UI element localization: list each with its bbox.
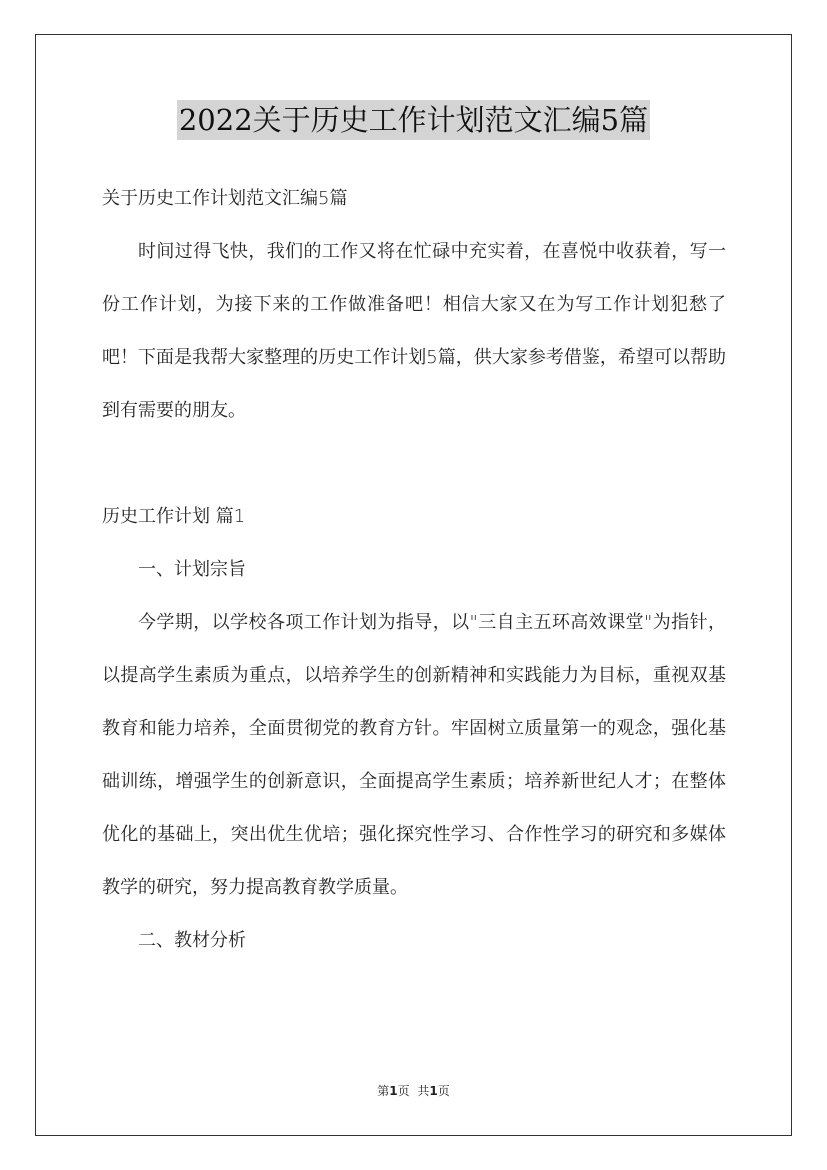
section-heading: 历史工作计划 篇1	[102, 506, 246, 527]
total-prefix: 共	[417, 1084, 430, 1098]
document-body	[102, 172, 726, 967]
total-suffix: 页	[437, 1084, 450, 1098]
document-title: 2022关于历史工作计划范文汇编5篇	[177, 100, 650, 140]
intro-paragraph: 时间过得飞快，我们的工作又将在忙碌中充实着，在喜悦中收获着，写一份工作计划，为接下来的工作做准备吧！相信大家又在为写工作计划犯愁了吧！下面是我帮大家整理的历史工作计划5篇，供大家参考借鉴，希望可以帮助到有需要的朋友。	[102, 241, 726, 421]
item-paragraph-1: 今学期，以学校各项工作计划为指导，以"三自主五环高效课堂"为指针，以提高学生素质为重点，以培养学生的创新精神和实践能力为目标，重视双基教育和能力培养，全面贯彻党的教育方针。牢固树立质量第一的观念，强化基础训练，增强学生的创新意识，全面提高学生素质；培养新世纪人才；在整体优化的基础上，突出优生优培；强化探究性学习、合作性学习的研究和多媒体教学的研究，努力提高教育教学质量。	[102, 612, 726, 898]
page-number: 1	[389, 1084, 398, 1098]
item-heading-2: 二、教材分析	[138, 930, 246, 951]
item-heading-1: 一、计划宗旨	[138, 559, 246, 580]
title-container	[0, 100, 827, 140]
page-suffix: 页	[397, 1084, 410, 1098]
subtitle-line: 关于历史工作计划范文汇编5篇	[102, 188, 348, 209]
total-pages: 1	[429, 1084, 438, 1098]
page-prefix: 第	[377, 1084, 390, 1098]
page-footer	[0, 1082, 827, 1099]
